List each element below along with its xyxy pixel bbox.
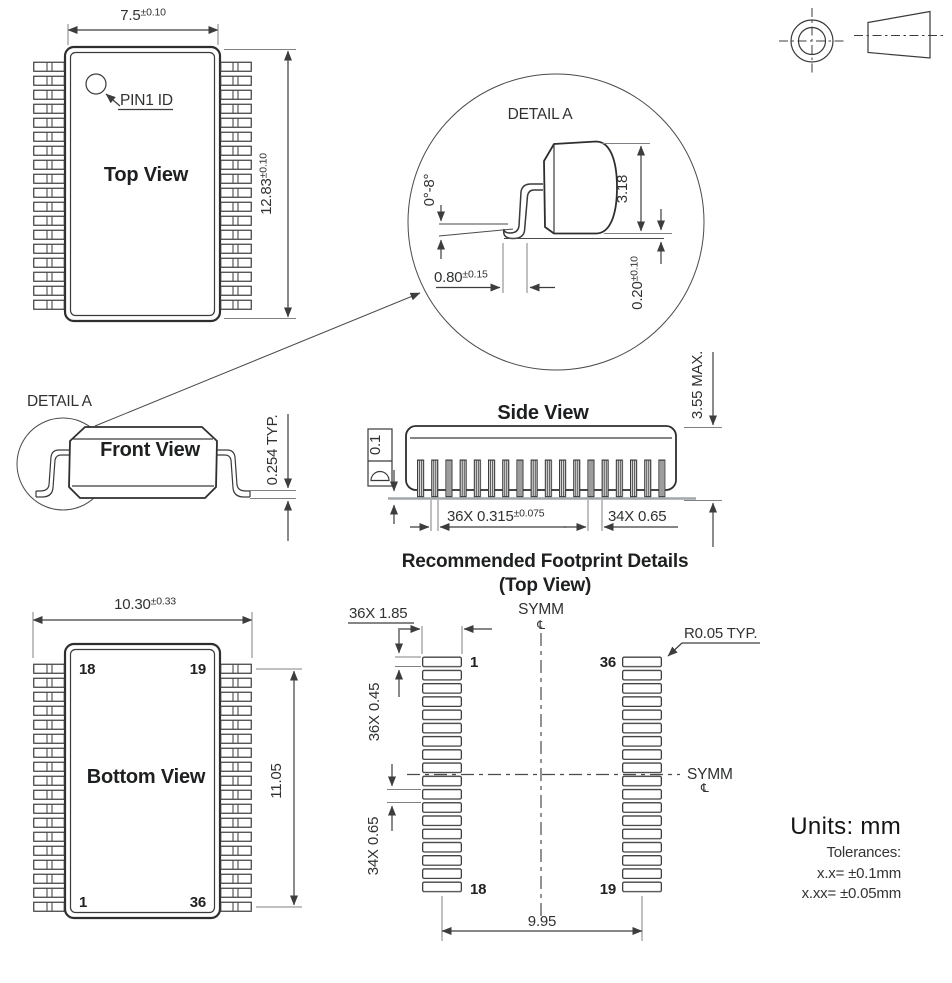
projection-cone bbox=[868, 12, 930, 59]
pad-number-36: 36 bbox=[599, 654, 616, 671]
detail-body-outline bbox=[544, 142, 617, 234]
dim-max-height: 3.55 MAX. bbox=[689, 350, 706, 420]
footprint-title: Recommended Footprint Details bbox=[401, 551, 689, 572]
dim-standoff: $0.20^{\pm 0.10}$ bbox=[628, 256, 646, 310]
tolerance-x: x.x= ±0.1mm bbox=[817, 865, 901, 882]
dim-bottom-width: $10.30^{\pm 0.33}$ bbox=[114, 595, 176, 613]
dim-pad-width-lines bbox=[395, 630, 421, 697]
flatness-value: 0.1 bbox=[367, 434, 384, 456]
pin-number-36: 36 bbox=[189, 894, 206, 911]
top-view-title: Top View bbox=[103, 164, 189, 186]
units-label: Units: mm bbox=[790, 813, 901, 840]
symm-horizontal-label: SYMM bbox=[687, 766, 733, 783]
symm-vertical-centerline-symbol: ℄ bbox=[537, 618, 545, 632]
front-lead-left bbox=[36, 450, 69, 497]
dim-top-height: $12.83^{\pm 0.10}$ bbox=[257, 153, 275, 215]
pad-number-1: 1 bbox=[470, 654, 479, 671]
seating-plane-symbol bbox=[371, 472, 389, 481]
dim-pad-span: 9.95 bbox=[527, 913, 557, 930]
dim-pin-span: 11.05 bbox=[268, 763, 285, 799]
pad-number-18: 18 bbox=[470, 881, 487, 898]
detail-a-title: DETAIL A bbox=[507, 106, 573, 123]
pin-number-1: 1 bbox=[79, 894, 88, 911]
projection-angle-symbol bbox=[779, 8, 945, 74]
dim-detail-height: 3.18 bbox=[614, 174, 631, 204]
dim-lead-width: 36X $0.315^{\pm 0.075}$ bbox=[447, 507, 545, 525]
symm-horizontal-centerline-symbol: ℄ bbox=[701, 781, 709, 795]
symm-vertical-label: SYMM bbox=[518, 601, 564, 618]
pin1-id-label: PIN1 ID bbox=[120, 92, 173, 109]
front-detail-ref-label: DETAIL A bbox=[27, 393, 92, 410]
footprint-subtitle: (Top View) bbox=[498, 575, 592, 596]
front-body-outline bbox=[69, 427, 217, 498]
dim-corner-radius: R0.05 TYP. bbox=[684, 625, 758, 642]
dim-lead-thickness: 0.254 TYP. bbox=[264, 414, 281, 486]
front-lead-right bbox=[217, 450, 250, 497]
top-view-pins-left bbox=[33, 62, 65, 311]
dim-lead-angle: 0°-8° bbox=[421, 173, 438, 207]
dim-pad-width: 36X 0.45 bbox=[366, 682, 383, 742]
pad-number-19: 19 bbox=[599, 881, 616, 898]
pin-number-19: 19 bbox=[189, 661, 206, 678]
side-view-title: Side View bbox=[497, 402, 589, 424]
notes-block bbox=[790, 813, 901, 902]
top-view-pins-right bbox=[220, 62, 252, 311]
bottom-view-pins-right bbox=[220, 664, 252, 913]
top-view bbox=[33, 7, 296, 322]
dim-foot-length: $0.80^{\pm 0.15}$ bbox=[434, 268, 488, 286]
tolerances-heading: Tolerances: bbox=[826, 844, 901, 861]
bottom-view bbox=[33, 596, 302, 919]
radius-callout-lines bbox=[668, 643, 760, 656]
dim-top-width-lines bbox=[68, 24, 218, 45]
pin-number-18: 18 bbox=[79, 661, 96, 678]
front-view-title: Front View bbox=[100, 439, 200, 461]
tolerance-xx: x.xx= ±0.05mm bbox=[801, 885, 901, 902]
detail-lead-profile bbox=[504, 184, 543, 239]
front-view bbox=[17, 393, 296, 541]
footprint-view bbox=[348, 551, 760, 941]
dim-pad-length-lines bbox=[348, 623, 492, 654]
dim-pad-length: 36X 1.85 bbox=[349, 605, 408, 622]
side-view-pins bbox=[417, 460, 666, 498]
bottom-view-pins-left bbox=[33, 664, 65, 913]
dim-lead-angle-lines bbox=[439, 205, 513, 259]
dim-pad-pitch: 34X 0.65 bbox=[365, 816, 382, 876]
dim-pin-pitch: 34X 0.65 bbox=[608, 508, 667, 525]
bottom-view-title: Bottom View bbox=[86, 766, 206, 788]
side-view bbox=[367, 351, 722, 547]
dim-top-width: $7.5^{\pm 0.10}$ bbox=[120, 6, 166, 24]
